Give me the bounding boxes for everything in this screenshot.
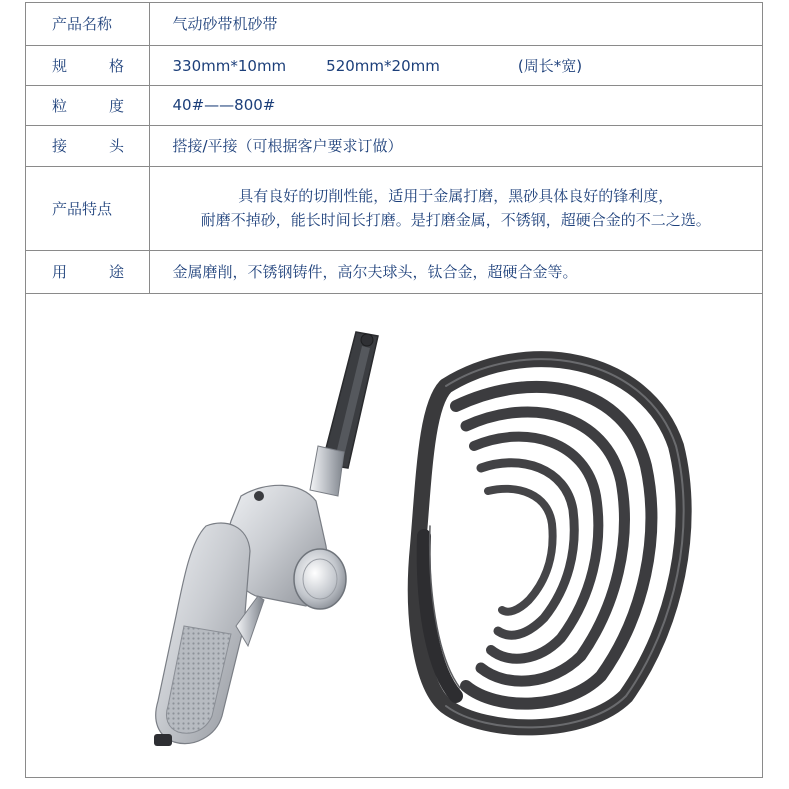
label-usage bbox=[26, 250, 149, 293]
spec-row-usage bbox=[26, 250, 762, 293]
features-line-1: 具有良好的切削性能，适用于金属打磨，黑砂具体良好的锋利度， bbox=[238, 187, 674, 205]
label-grit-char-2: 度 bbox=[108, 96, 124, 115]
label-joint-char-1: 接 bbox=[52, 137, 68, 155]
value-size bbox=[149, 45, 762, 85]
sanding-belts bbox=[416, 359, 684, 727]
label-size-char-2: 格 bbox=[108, 56, 124, 75]
product-photo bbox=[26, 296, 762, 776]
features-line-2: 耐磨不掉砂，能长时间长打磨。是打磨金属，不锈钢，超硬合金的不二之选。 bbox=[200, 211, 711, 229]
size-note: (周长*宽) bbox=[517, 56, 583, 75]
spec-row-grit bbox=[26, 85, 762, 125]
value-features bbox=[149, 166, 762, 250]
label-joint-char-2: 头 bbox=[108, 137, 124, 155]
label-size bbox=[26, 45, 149, 85]
belt-sander-tool bbox=[154, 332, 378, 746]
label-product-name bbox=[26, 3, 149, 45]
label-usage-char-1: 用 bbox=[52, 263, 68, 281]
size-small: 330mm*10mm bbox=[172, 56, 287, 75]
label-usage-char-2: 途 bbox=[108, 263, 124, 281]
value-joint: 搭接/平接（可根据客户要求订做） bbox=[149, 125, 762, 166]
spec-row-joint bbox=[26, 125, 762, 166]
label-product-name-text: 产品名称 bbox=[52, 15, 113, 34]
size-large: 520mm*20mm bbox=[326, 56, 440, 75]
product-illustration bbox=[26, 296, 762, 776]
label-size-char-1: 规 bbox=[52, 56, 68, 75]
label-grit-char-1: 粒 bbox=[52, 96, 68, 115]
value-usage: 金属磨削，不锈钢铸件，高尔夫球头，钛合金，超硬合金等。 bbox=[149, 250, 762, 293]
spec-row-name bbox=[26, 3, 762, 45]
spec-row-features bbox=[26, 166, 762, 250]
spec-row-size bbox=[26, 45, 762, 85]
product-spec-sheet bbox=[25, 2, 763, 778]
label-features-text: 产品特点 bbox=[52, 199, 113, 218]
value-grit: 40#——800# bbox=[149, 85, 762, 125]
value-product-name: 气动砂带机砂带 bbox=[149, 3, 762, 45]
spec-table bbox=[26, 3, 762, 294]
label-grit bbox=[26, 85, 149, 125]
label-features bbox=[26, 166, 149, 250]
label-joint bbox=[26, 125, 149, 166]
